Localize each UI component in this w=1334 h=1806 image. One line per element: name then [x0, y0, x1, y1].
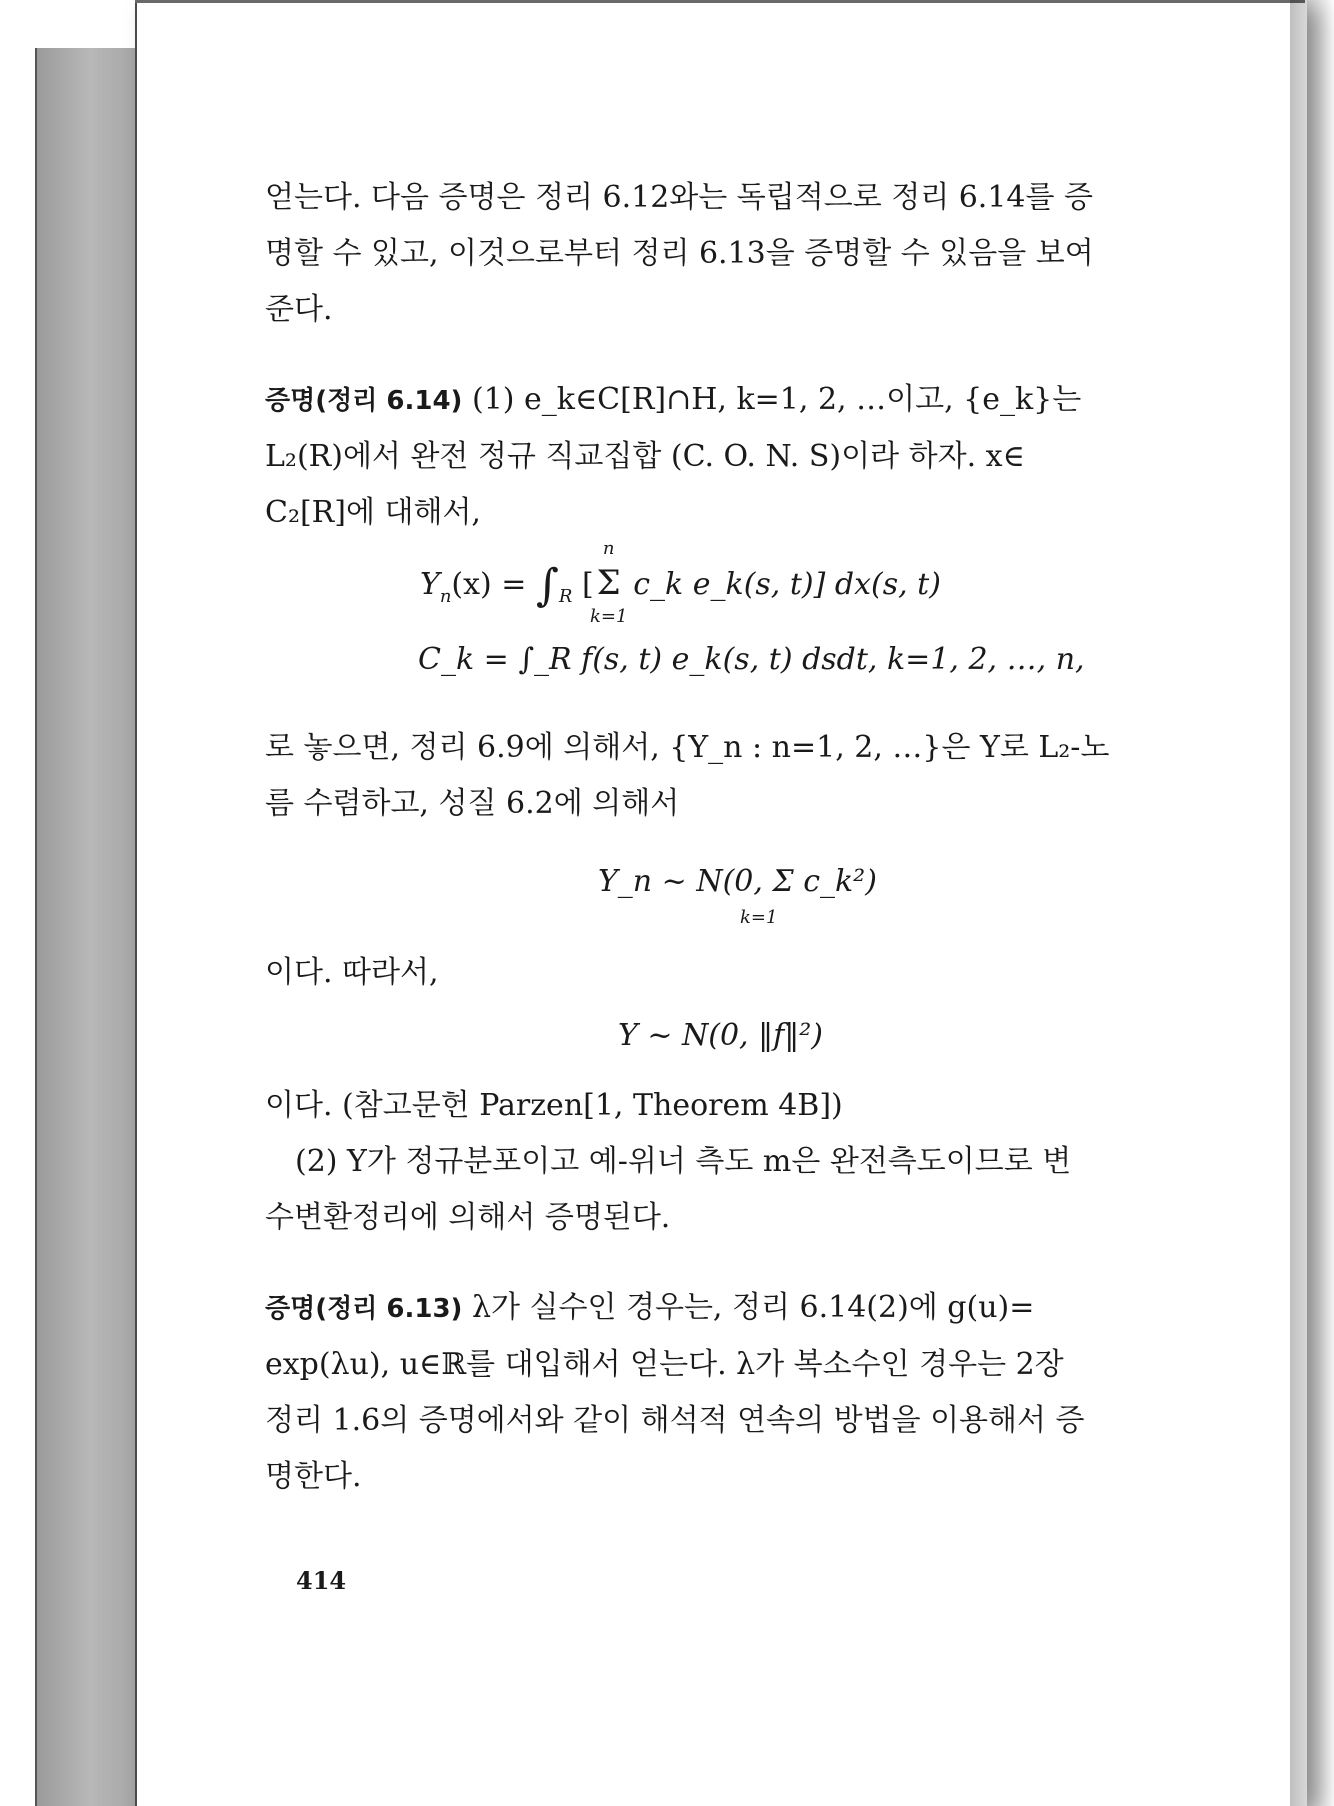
- paragraph-reference: [265, 1078, 1170, 1246]
- text-line: 름 수렴하고, 성질 6.2에 의해서: [265, 786, 680, 821]
- paragraph-intro: [265, 170, 1170, 338]
- eq-subscript: R: [558, 586, 573, 607]
- paragraph-therefore: [265, 945, 1170, 1001]
- text-line: 얻는다. 다음 증명은 정리 6.12와는 독립적으로 정리 6.14를 증: [265, 180, 1093, 215]
- text-line: 명할 수 있고, 이것으로부터 정리 6.13을 증명할 수 있음을 보여: [265, 236, 1094, 271]
- eq-subscript: n: [439, 586, 452, 607]
- text-line: 이다. 따라서,: [265, 955, 439, 990]
- eq-text: (x) =: [451, 567, 536, 602]
- text-line: 준다.: [265, 292, 333, 327]
- book-spine: [35, 48, 135, 1806]
- equation-yn: $Y_n(x) = \int_R$ [Σ n k=1 c_k e_k(s, t)] dx(s, t): [420, 538, 941, 627]
- text-line: 명한다.: [265, 1459, 362, 1494]
- equation-y-normal: [618, 1016, 823, 1056]
- text-line: (2) Y가 정규분포이고 예-위너 측도 m은 완전측도이므로 변: [295, 1144, 1072, 1179]
- proof-6-13: [265, 1280, 1170, 1505]
- proof-label: 증명(정리 6.14): [265, 386, 463, 416]
- paragraph-convergence: [265, 720, 1170, 832]
- proof-text: λ가 실수인 경우는, 정리 6.14(2)에 g(u)=: [471, 1290, 1035, 1325]
- text-line: 수변환정리에 의해서 증명된다.: [265, 1200, 671, 1235]
- text-line: 이다. (참고문헌 Parzen[1, Theorem 4B]): [265, 1088, 843, 1123]
- summation-sign: Σ n k=1: [594, 566, 624, 600]
- text-line: L₂(R)에서 완전 정규 직교집합 (C. O. N. S)이라 하자. x∈: [265, 439, 1025, 474]
- text-line: [265, 1280, 1170, 1337]
- eq-text: c_k e_k(s, t)] dx(s, t): [633, 567, 941, 602]
- sum-upper: n: [602, 538, 615, 559]
- sum-lower: k=1: [589, 606, 628, 627]
- page-number: 414: [296, 1566, 347, 1595]
- eq-text: Y_n ~ N(0, Σ c_k²): [598, 864, 877, 899]
- integral-sign: ∫: [535, 560, 559, 611]
- equation-ck: [418, 640, 1085, 680]
- spine-edge: [35, 48, 37, 1806]
- page-right-shadow: [1290, 0, 1334, 1806]
- text-line: C₂[R]에 대해서,: [265, 495, 481, 530]
- proof-6-14: [265, 372, 1170, 541]
- text-line: 정리 1.6의 증명에서와 같이 해석적 연속의 방법을 이용해서 증: [265, 1403, 1085, 1438]
- sum-lower: k=1: [740, 907, 778, 928]
- equation-yn-normal: [598, 862, 877, 928]
- proof-label: 증명(정리 6.13): [265, 1294, 463, 1324]
- text-line: exp(λu), u∈ℝ를 대입해서 얻는다. λ가 복소수인 경우는 2장: [265, 1347, 1064, 1382]
- text-line: [265, 372, 1170, 429]
- text-line: 로 놓으면, 정리 6.9에 의해서, {Y_n : n=1, 2, …}은 Y로 L₂-노: [265, 730, 1110, 765]
- eq-text: Y ~ N(0, ‖f‖²): [618, 1018, 823, 1053]
- page-top-edge: [135, 0, 1305, 3]
- eq-symbol: Y: [420, 567, 440, 602]
- eq-text: C_k = ∫_R f(s, t) e_k(s, t) dsdt, k=1, 2, …, n,: [418, 642, 1085, 677]
- proof-text: (1) e_k∈C[R]∩H, k=1, 2, …이고, {e_k}는: [471, 382, 1082, 417]
